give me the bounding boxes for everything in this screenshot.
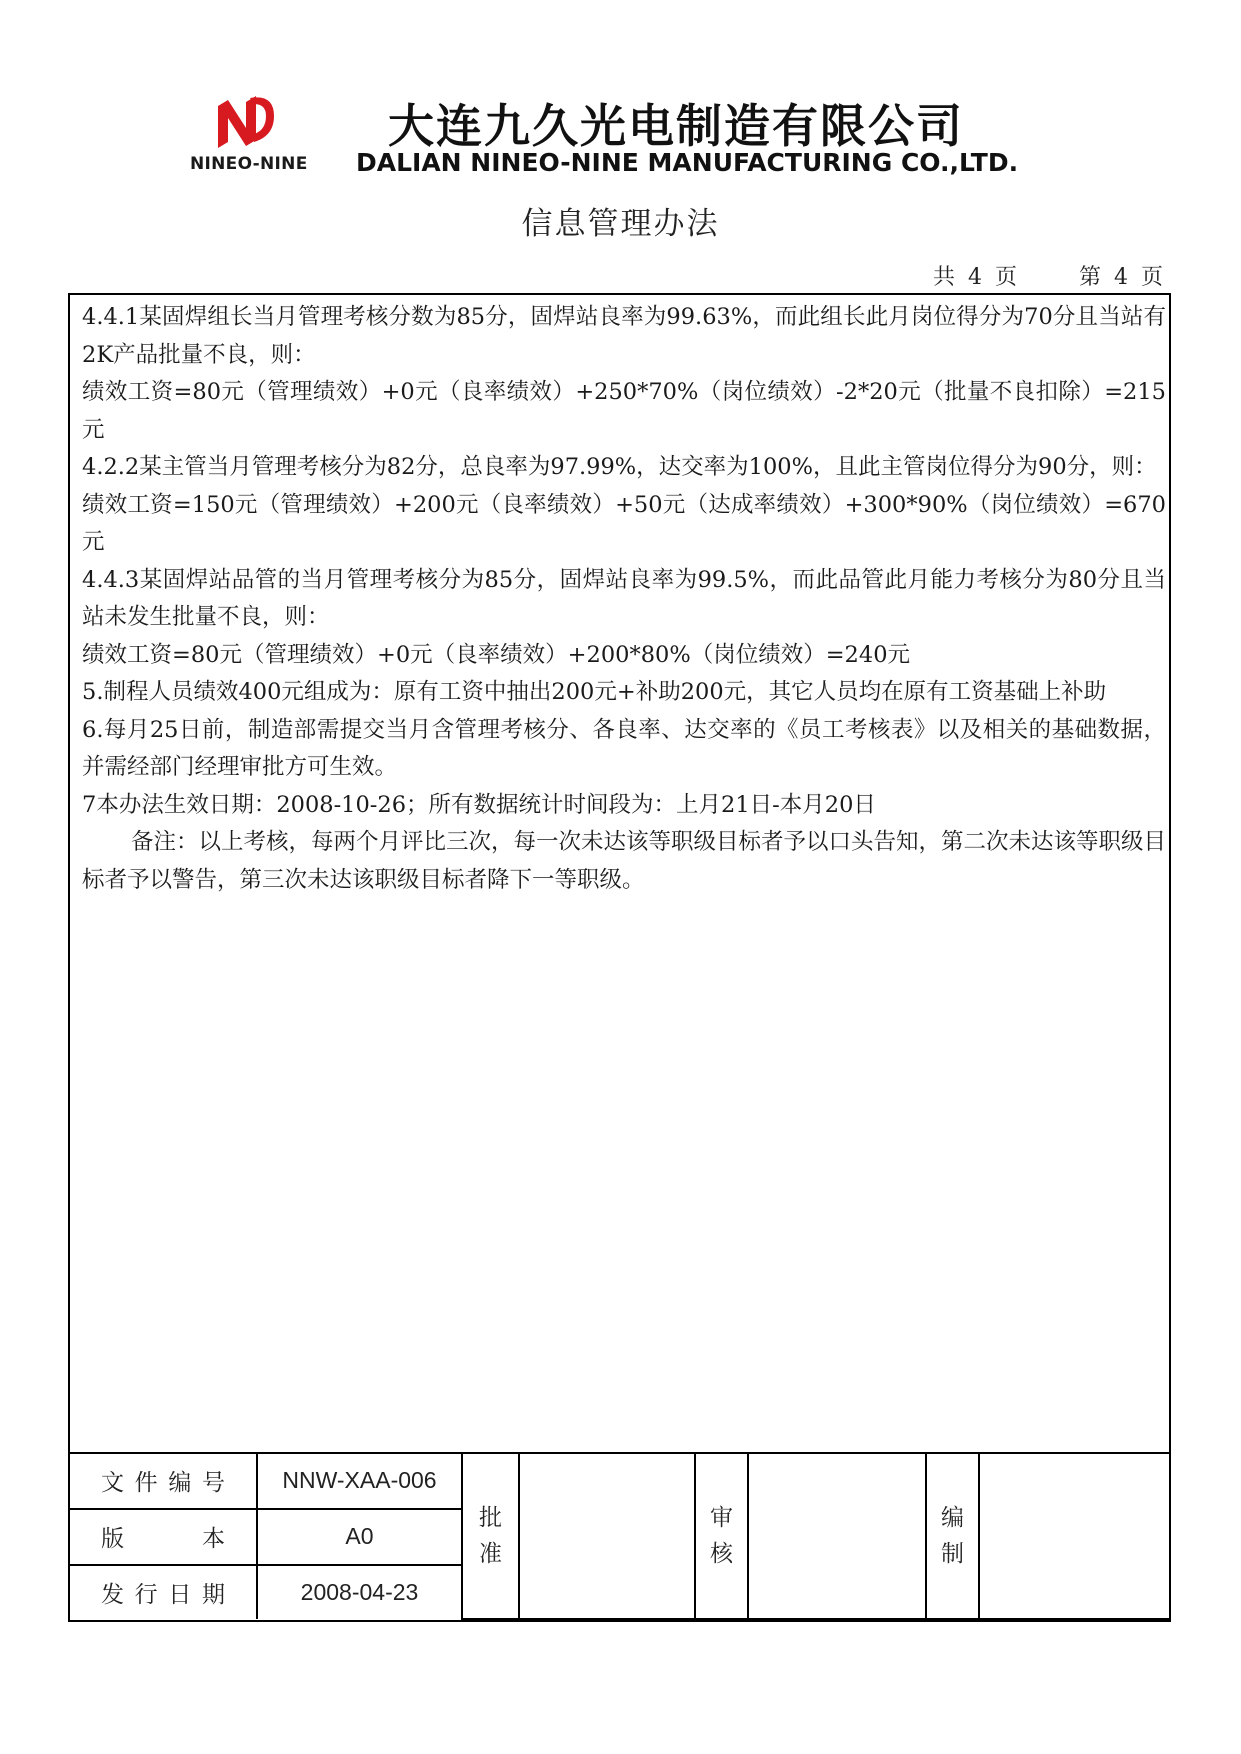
review-label-char-2: 核 [710, 1541, 733, 1567]
paragraph-formula-2: 绩效工资=150元（管理绩效）+200元（良率绩效）+50元（达成率绩效）+300*90%（岗位绩效）=670元 [82, 491, 1166, 555]
compile-label-cell [926, 1453, 979, 1619]
review-signature-cell [748, 1453, 926, 1619]
approve-label-char-2: 准 [479, 1541, 502, 1567]
review-label-char-1: 审 [710, 1505, 733, 1531]
current-page-unit: 页 [1140, 265, 1163, 290]
version-label: 版本 [101, 1526, 225, 1553]
company-logo [190, 92, 308, 184]
document-content [82, 299, 1166, 899]
paragraph-4-4-3: 4.4.3某固焊站品管的当月管理考核分为85分，固焊站良率为99.5%，而此品管此月能力考核分为80分且当站未发生批量不良，则： [82, 566, 1166, 630]
current-page-label: 第 [1078, 265, 1101, 290]
total-pages-value: 4 [967, 265, 982, 290]
approve-label-char-1: 批 [479, 1505, 502, 1531]
issue-date-label-cell [70, 1565, 257, 1619]
paragraph-6: 6.每月25日前，制造部需提交当月含管理考核分、各良率、达交率的《员工考核表》以及相关的基础数据，并需经部门经理审批方可生效。 [82, 716, 1166, 780]
logo-text: NINEO-NINE [190, 154, 308, 174]
company-name-english: DALIAN NINEO-NINE MANUFACTURING CO.,LTD. [356, 148, 1019, 177]
compile-label-char-1: 编 [941, 1505, 964, 1531]
paragraph-formula-3: 绩效工资=80元（管理绩效）+0元（良率绩效）+200*80%（岗位绩效）=240元 [82, 641, 911, 668]
compile-label-char-2: 制 [941, 1541, 964, 1567]
file-number-label-cell [70, 1453, 257, 1509]
paragraph-5: 5.制程人员绩效400元组成为：原有工资中抽出200元+补助200元，其它人员均在原有工资基础上补助 [82, 679, 1107, 705]
current-page-value: 4 [1113, 265, 1128, 290]
total-pages-label: 共 [932, 265, 955, 290]
nineo-nine-logo-icon [214, 92, 278, 150]
document-body-frame [68, 293, 1171, 1622]
review-label-cell [695, 1453, 748, 1619]
file-number-label: 文件编号 [101, 1470, 225, 1497]
company-name-chinese: 大连九久光电制造有限公司 [388, 99, 964, 153]
approve-label-cell [462, 1453, 519, 1619]
paragraph-4-4-1: 4.4.1某固焊组长当月管理考核分数为85分，固焊站良率为99.63%，而此组长此月岗位得分为70分且当站有2K产品批量不良，则： [82, 304, 1166, 368]
paragraph-formula-1: 绩效工资=80元（管理绩效）+0元（良率绩效）+250*70%（岗位绩效）-2*20元（批量不良扣除）=215元 [82, 379, 1166, 443]
issue-date-label: 发行日期 [101, 1581, 225, 1608]
compile-signature-cell [979, 1453, 1169, 1619]
total-pages-unit: 页 [994, 265, 1017, 290]
version-label-cell [70, 1509, 257, 1565]
paragraph-remark: 备注：以上考核，每两个月评比三次，每一次未达该等职级目标者予以口头告知，第二次未达该等职级目标者予以警告，第三次未达该职级目标者降下一等职级。 [82, 829, 1167, 893]
document-title: 信息管理办法 [521, 206, 720, 242]
approve-signature-cell [519, 1453, 695, 1619]
document-control-table [70, 1452, 1169, 1620]
document-header [0, 0, 1241, 290]
page-counter [927, 260, 1163, 291]
paragraph-7: 7本办法生效日期：2008-10-26；所有数据统计时间段为：上月21日-本月20日 [82, 791, 876, 818]
version-value: A0 [257, 1509, 462, 1565]
issue-date-value: 2008-04-23 [257, 1565, 462, 1619]
paragraph-4-2-2: 4.2.2某主管当月管理考核分为82分，总良率为97.99%，达交率为100%，且此主管岗位得分为90分，则： [82, 454, 1157, 480]
file-number-value: NNW-XAA-006 [257, 1453, 462, 1509]
